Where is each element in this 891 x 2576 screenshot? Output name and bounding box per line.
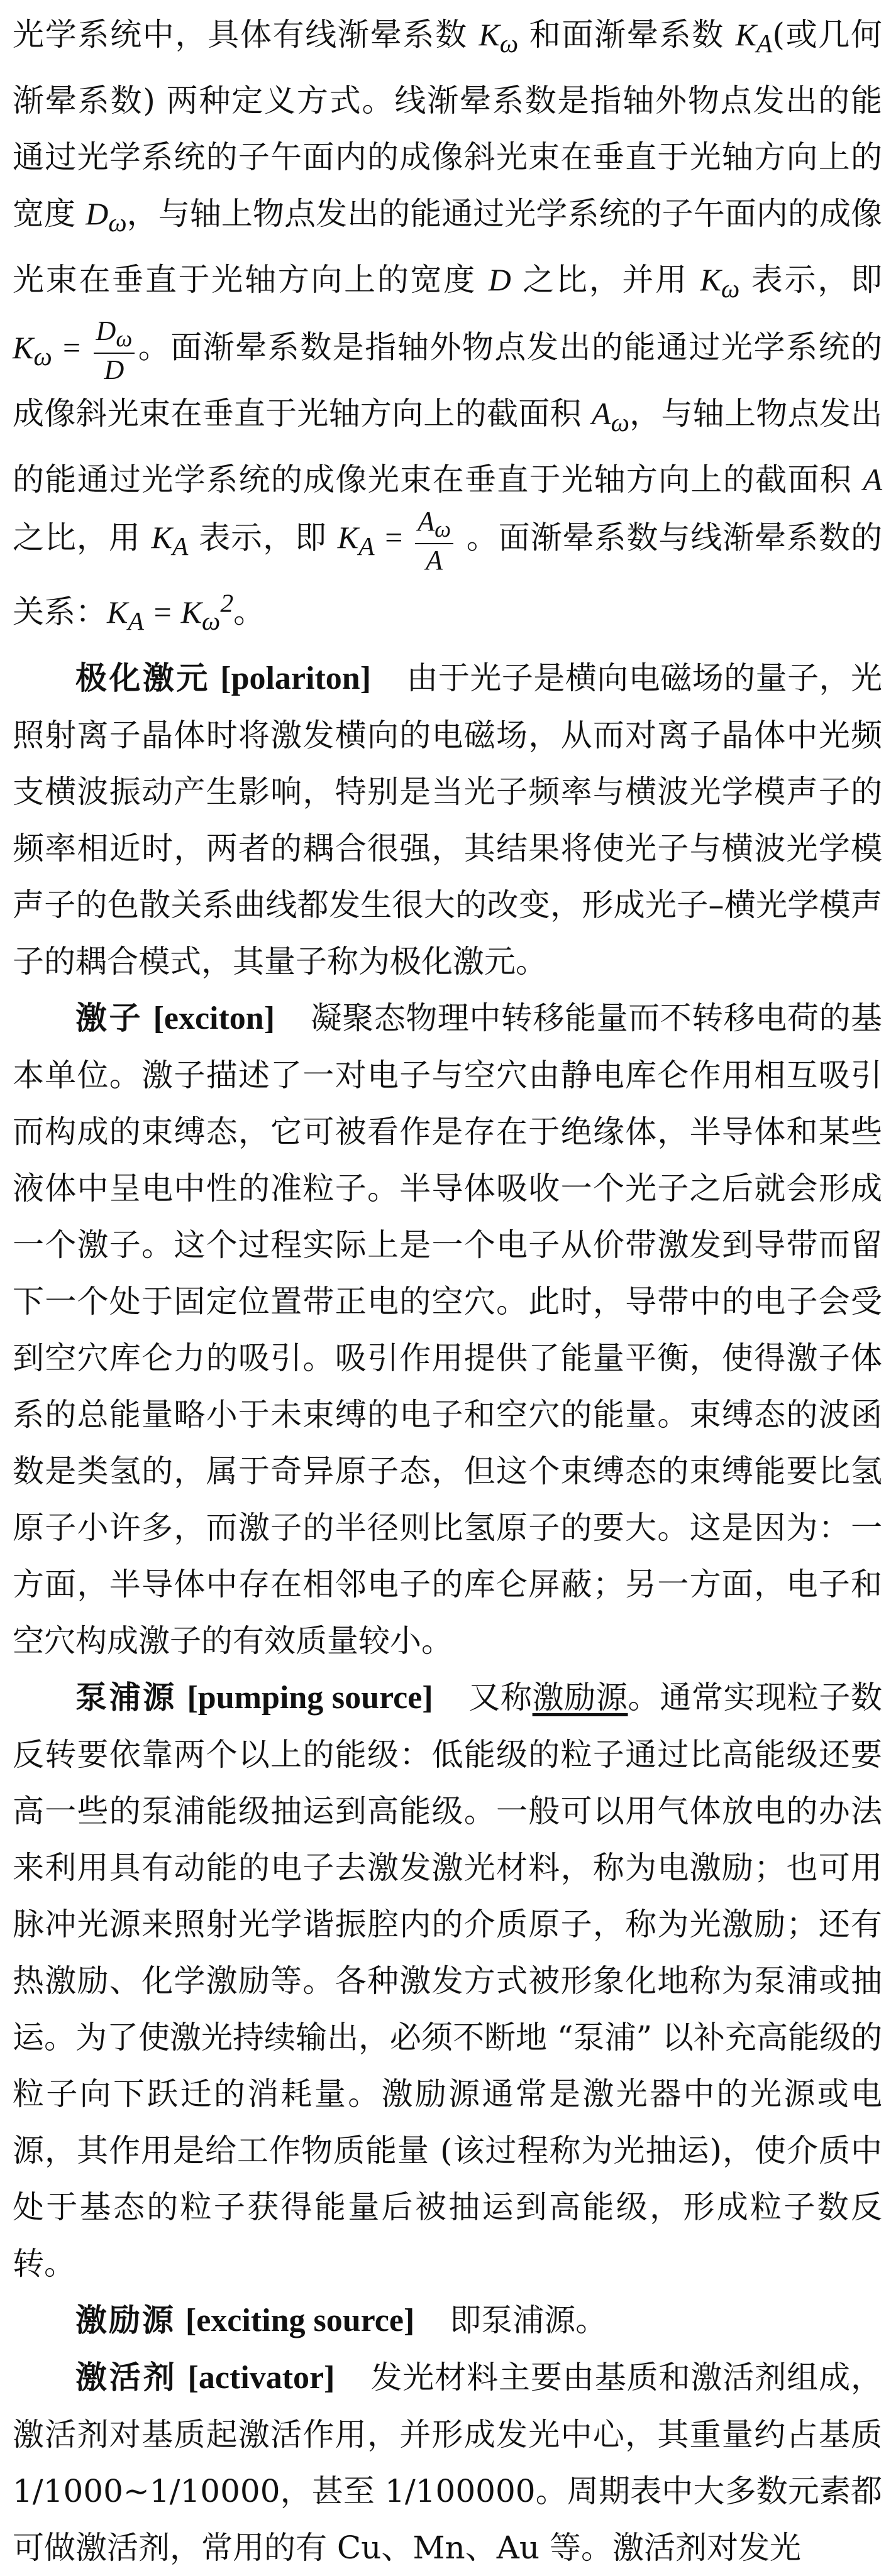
entry-polariton <box>13 650 882 990</box>
entry-headword: 泵浦源 <box>75 1679 177 1716</box>
equation-relation: $K_A = K_\omega^2$ <box>107 589 234 637</box>
text-run: 表示，即 <box>739 261 882 298</box>
math-a: A <box>863 461 882 497</box>
entry-definition: 由于光子是横向电磁场的量子，光照射离子晶体时将激发横向的电磁场，从而对离子晶体中光频支横波振动产生影响，特别是当光子频率与横波光学模声子的频率相近时，两者的耦合很强，其结果将使光子与横波光学模声子的色散关系曲线都发生很大的改变，形成光子–横光学模声子的耦合模式，其量子称为极化激元。 <box>13 660 883 980</box>
entry-english-term: [exciting source] <box>185 2303 415 2339</box>
math-k-omega: $K_\omega$ <box>700 262 740 304</box>
entry-headword: 激子 <box>75 999 143 1037</box>
text-run: 之比，并用 <box>511 261 700 298</box>
math-k-a: $K_A$ <box>151 520 189 562</box>
entry-headword: 激活剂 <box>75 2359 177 2396</box>
fraction: $\frac{A_\omega}{A}$ <box>415 508 453 574</box>
entry-exciting-source <box>13 2292 882 2349</box>
entry-activator <box>13 2349 882 2576</box>
text-run: 光学系统中，具体有线渐晕系数 <box>13 16 479 53</box>
text-run: 。 <box>233 594 265 631</box>
equation-line-vignetting: $K_\omega$ = $\frac{D_\omega}{D}$ <box>13 330 137 365</box>
entry-english-term: [exciton] <box>153 1000 275 1037</box>
math-d: D <box>488 262 511 297</box>
entry-english-term: [activator] <box>187 2360 335 2396</box>
math-d-omega: $D_\omega$ <box>86 196 127 238</box>
math-k-a: $K_A$ <box>735 17 773 58</box>
entry-headword: 激励源 <box>75 2301 175 2339</box>
text-run: 。面渐晕系数是指轴外物点发出的能通过光学系统的成像斜光束在垂直于光轴方向上的截面积 <box>13 329 882 432</box>
entry-exciton <box>13 990 882 1669</box>
entry-english-term: [polariton] <box>220 660 372 697</box>
entry-english-term: [pumping source] <box>187 1680 433 1716</box>
text-run: (或几何渐晕系数) 两种定义方式。线渐晕系数是指轴外物点发出的能通过光学系统的子午面内的成像斜光束在垂直于光轴方向上的宽度 <box>13 16 882 232</box>
cross-reference-link[interactable]: 激励源 <box>532 1679 628 1716</box>
math-a-omega: $A_\omega$ <box>591 395 629 437</box>
entry-definition-lead: 又称 <box>468 1679 533 1716</box>
entry-definition: 。通常实现粒子数反转要依靠两个以上的能级：低能级的粒子通过比高能级还要高一些的泵浦能级抽运到高能级。一般可以用气体放电的办法来利用具有动能的电子去激发激光材料，称为电激励；也可用脉冲光源来照射光学谐振腔内的介质原子，称为光激励；还有热激励、化学激励等。各种激发方式被形象化地称为泵浦或抽运。为了使激光持续输出，必须不断地 “泵浦” 以补充高能级的粒子向下跃迁的消耗量。激励源通常是激光器中的光源或电源，其作用是给工作物质能量 (该过程称为光抽运)，使介质中处于基态的粒子获得能量后被抽运到高能级，形成粒子数反转。 <box>13 1679 883 2283</box>
equation-area-vignetting: $K_A$ = $\frac{A_\omega}{A}$ <box>338 520 456 555</box>
text-run: 表示，即 <box>188 519 338 556</box>
entry-definition: 即泵浦源。 <box>450 2302 607 2339</box>
fraction: $\frac{D_\omega}{D}$ <box>94 317 135 384</box>
entry-pumping-source <box>13 1669 882 2292</box>
text-run: ，与轴上物点发出的能通过光学系统的成像光束在垂直于光轴方向上的截面积 <box>13 395 883 498</box>
entry-definition: 凝聚态物理中转移能量而不转移电荷的基本单位。激子描述了一对电子与空穴由静电库仑作用相互吸引而构成的束缚态，它可被看作是存在于绝缘体，半导体和某些液体中呈电中性的准粒子。半导体吸收一个光子之后就会形成一个激子。这个过程实际上是一个电子从价带激发到导带而留下一个处于固定位置带正电的空穴。此时，导带中的电子会受到空穴库仑力的吸引。吸引作用提供了能量平衡，使得激子体系的总能量略小于未束缚的电子和空穴的能量。束缚态的波函数是类氢的，属于奇异原子态，但这个束缚态的束缚能要比氢原子小许多，而激子的半径则比氢原子的要大。这是因为：一方面，半导体中存在相邻电子的库仑屏蔽；另一方面，电子和空穴构成激子的有效质量较小。 <box>13 1000 882 1660</box>
entry-headword: 极化激元 <box>75 659 210 697</box>
entry-definition: 发光材料主要由基质和激活剂组成，激活剂对基质起激活作用，并形成发光中心，其重量约占基质 1/1000~1/10000，甚至 1/100000。周期表中大多数元素都可做激活剂，常用的有 Cu、Mn、Au 等。激活剂对发光 <box>13 2359 882 2567</box>
text-run: ，与轴上物点发出的能通过光学系统的子午面内的成像光束在垂直于光轴方向上的宽度 <box>13 195 882 298</box>
text-run: 。面渐晕系数与线渐晕系数的关系： <box>13 519 882 631</box>
text-run: 和面渐晕系数 <box>518 16 736 53</box>
text-run: 之比，用 <box>13 519 152 556</box>
math-k-omega: $K_\omega$ <box>479 17 519 58</box>
vignetting-paragraph <box>13 6 882 650</box>
